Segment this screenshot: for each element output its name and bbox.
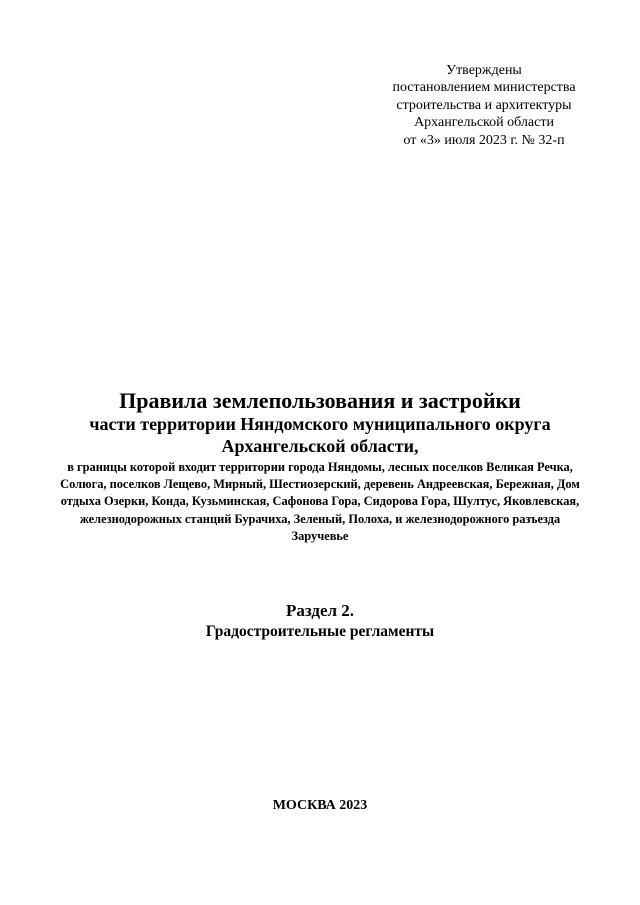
document-title: Правила землепользования и застройки (119, 388, 521, 413)
document-subtitle-line-1: части территории Няндомского муниципального округа (89, 414, 551, 434)
approval-line-decree: постановлением министерства (392, 80, 576, 96)
document-subtitle-line-2: Архангельской области, (221, 436, 419, 456)
territory-description (40, 459, 600, 545)
approval-line-approved: Утверждены (446, 63, 522, 78)
section-name: Градостроительные регламенты (205, 623, 435, 640)
territory-description-line: Заручевье (291, 528, 349, 543)
territory-description-line: отдыха Озерки, Конда, Кузьминская, Сафонова Гора, Сидорова Гора, Шултус, Яковлевская, (60, 494, 580, 509)
section-heading (100, 600, 540, 642)
territory-description-line: Солюга, поселков Лещево, Мирный, Шестиозерский, деревень Андреевская, Бережная, Дом (60, 477, 580, 492)
approval-line-ministry: строительства и архитектуры (396, 97, 572, 113)
city-year-footer: МОСКВА 2023 (272, 798, 368, 813)
section-number: Раздел 2. (285, 601, 355, 620)
approval-stamp (360, 62, 608, 149)
approval-line-date-number: от «3» июля 2023 г. № 32-п (403, 132, 565, 148)
territory-description-line: железнодорожных станций Бурачиха, Зеленый, Полоха, и железнодорожного разъезда (79, 511, 561, 526)
territory-description-line: в границы которой входит территории города Няндомы, лесных поселков Великая Речка, (67, 460, 573, 474)
document-title-block (40, 388, 600, 545)
approval-line-region: Архангельской области (414, 115, 554, 131)
